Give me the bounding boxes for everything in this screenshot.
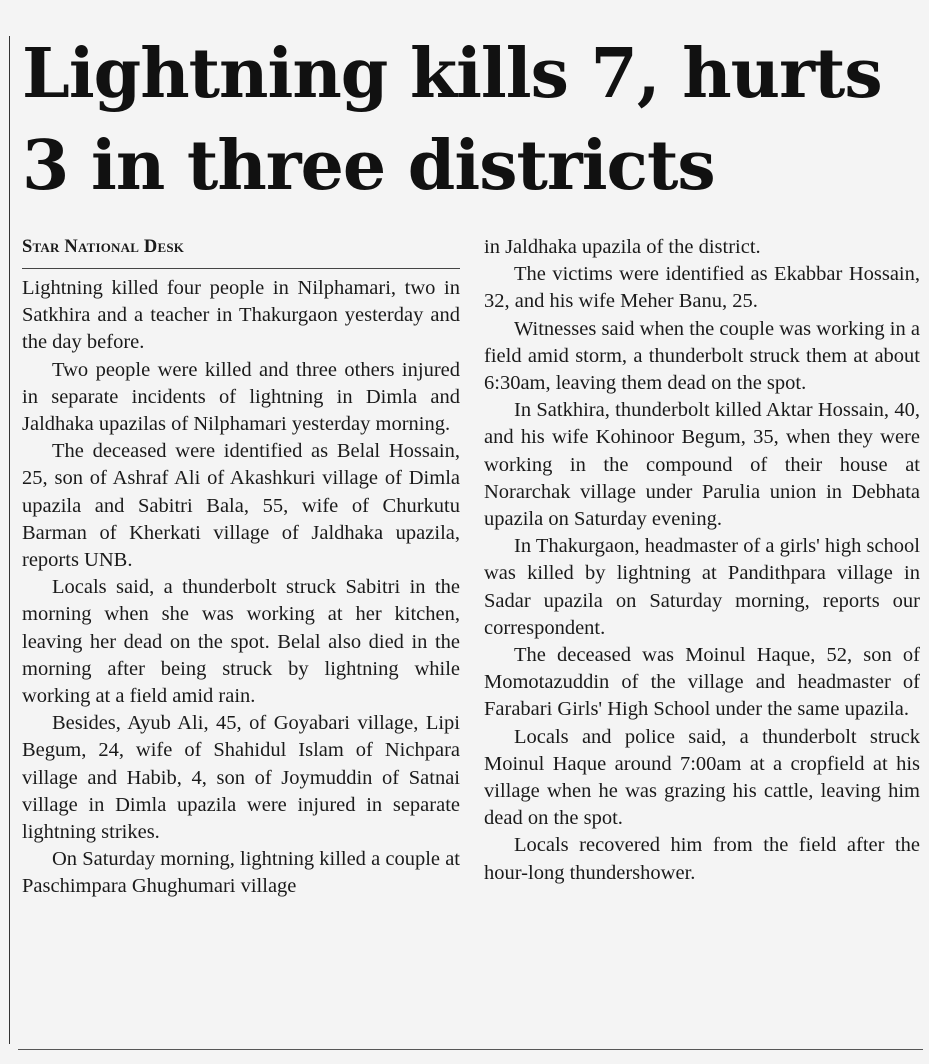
column-rule-left [9, 36, 10, 1044]
byline: Star National Desk [22, 234, 460, 269]
paragraph: Lightning killed four people in Nilphamari, two in Satkhira and a teacher in Thakurgaon yesterday and the day before. [22, 277, 460, 354]
article-column-left [22, 234, 460, 901]
paragraph: Witnesses said when the couple was working in a field amid storm, a thunderbolt struck them at about 6:30am, leaving them dead on the spot. [484, 317, 920, 395]
paragraph: Besides, Ayub Ali, 45, of Goyabari village, Lipi Begum, 24, wife of Shahidul Islam of Nichpara village and Habib, 4, son of Joymuddin of Satnai village in Dimla upazila were injured in separate lightning strikes. [22, 712, 460, 844]
headline: Lightning kills 7, hurts 3 in three districts [22, 34, 882, 206]
paragraph: Two people were killed and three others injured in separate incidents of lightning in Dimla and Jaldhaka upazilas of Nilphamari yesterday morning. [22, 358, 460, 436]
paragraph: in Jaldhaka upazila of the district. [484, 236, 761, 258]
paragraph: Locals and police said, a thunderbolt struck Moinul Haque around 7:00am at a cropfield at his village when he was grazing his cattle, leaving him dead on the spot. [484, 725, 920, 830]
paragraph: The deceased were identified as Belal Hossain, 25, son of Ashraf Ali of Akashkuri village of Dimla upazila and Sabitri Bala, 55, wife of Churkutu Barman of Kherkati village of Jaldhaka upazila, reports UNB. [22, 440, 460, 572]
paragraph: The victims were identified as Ekabbar Hossain, 32, and his wife Meher Banu, 25. [484, 263, 920, 313]
bottom-rule [18, 1049, 923, 1050]
paragraph: Locals recovered him from the field after the hour-long thundershower. [484, 834, 920, 884]
article-column-right [484, 234, 920, 887]
paragraph: In Satkhira, thunderbolt killed Aktar Hossain, 40, and his wife Kohinoor Begum, 35, when they were working in the compound of their house at Norarchak village under Parulia union in Debhata upazila on Saturday evening. [484, 399, 920, 531]
paragraph: Locals said, a thunderbolt struck Sabitri in the morning when she was working at her kitchen, leaving her dead on the spot. Belal also died in the morning after being struck by lightning while working at a field amid rain. [22, 576, 460, 708]
paragraph: On Saturday morning, lightning killed a couple at Paschimpara Ghughumari village [22, 848, 460, 898]
paragraph: In Thakurgaon, headmaster of a girls' high school was killed by lightning at Pandithpara village in Sadar upazila on Saturday morning, reports our correspondent. [484, 535, 921, 639]
paragraph: The deceased was Moinul Haque, 52, son of Momotazuddin of the village and headmaster of Farabari Girls' High School under the same upazila. [484, 644, 920, 721]
